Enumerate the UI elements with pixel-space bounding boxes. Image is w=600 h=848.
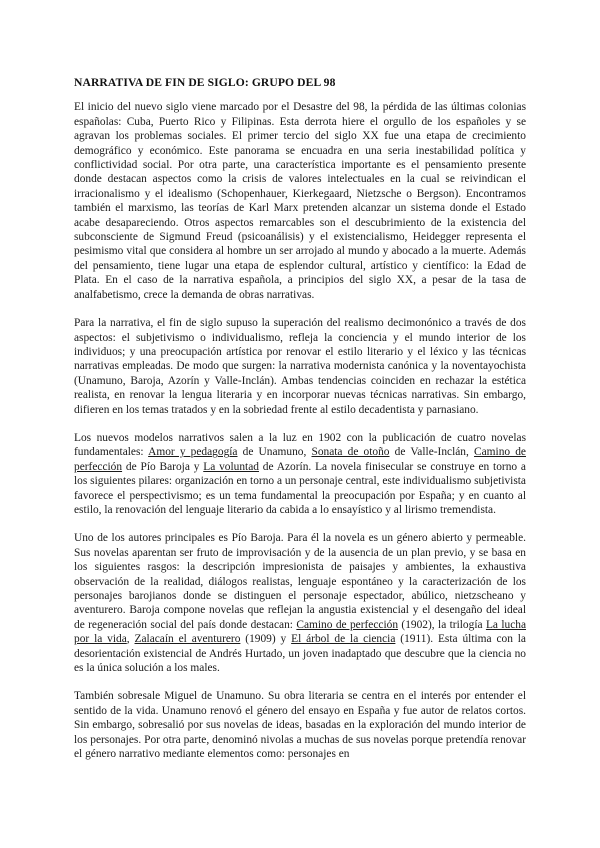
paragraph-text: (1911). Esta última con la desorientación existencial de Andrés Hurtado, un joven inadaptado que descubre que la ciencia no es la única solución a los males. <box>74 633 526 675</box>
paragraph-text: , <box>126 633 135 646</box>
paragraph-text: Uno de los autores principales es Pío Baroja. Para él la novela es un género abierto y permeable. Sus novelas aparentan ser fruto de improvisación y de la ausencia de un plan previo, y se basa en los siguientes rasgos: la descripción impresionista de paisajes y ambientes, la exhaustiva observación de la realidad, diálogos realistas, lenguaje espontáneo y la caracterización de los personajes barojianos donde se distinguen el personaje espectador, abúlico, nietzscheano y aventurero. Baroja compone novelas que reflejan la angustia existencial y el desengaño del ideal de regeneración social del país donde destacan: <box>74 532 526 631</box>
book-title: La lucha por la vida <box>74 618 527 646</box>
paragraph-1 <box>74 100 526 302</box>
paragraph-2 <box>74 316 526 417</box>
book-title: Zalacaín el aventurero <box>134 633 241 646</box>
paragraph-text: Para la narrativa, el fin de siglo supuso la superación del realismo decimonónico a través de dos aspectos: el subjetivismo o individualismo, refleja la conciencia y el mundo interior de los individuos; y una preocupación artística por renovar el estilo literario y el léxico y las técnicas narrativas empleadas. De modo que surgen: la narrativa modernista canónica y la noventayochista (Unamuno, Baroja, Azorín y Valle-Inclán). Ambas tendencias coinciden en rechazar la estética realista, en renovar la lengua literaria y en incorporar nuevas técnicas narrativas. Sin embargo, difieren en los temas tratados y en la sobriedad frente al estilo decadentista y parnasiano. <box>74 317 526 416</box>
document-content <box>74 76 526 775</box>
paragraph-text: Los nuevos modelos narrativos salen a la luz en 1902 con la publicación de cuatro novelas fundamentales: <box>74 431 526 459</box>
book-title: El árbol de la ciencia <box>291 633 396 646</box>
paragraph-text: El inicio del nuevo siglo viene marcado por el Desastre del 98, la pérdida de las últimas colonias españolas: Cuba, Puerto Rico y Filipinas. Esta derrota hiere el orgullo de los españoles y se agravan los problemas sociales. El primer tercio del siglo XX fue una etapa de crecimiento demográfico y económico. Este panorama se encuadra en una seria inestabilidad política y conflictividad social. Por otra parte, una característica importante es el pensamiento presente donde destacan aspectos como la crisis de valores intelectuales en la cual se reivindican el irracionalismo y el idealismo (Schopenhauer, Kierkegaard, Nietzsche o Bergson). Encontramos también el marxismo, las teorías de Karl Marx pretenden alcanzar un sistema donde el Estado acabe desapareciendo. Otros aspectos remarcables son el descubrimiento de la existencia del subconsciente de Sigmund Freud (psicoanálisis) y el existencialismo, Heidegger representa el pesimismo vital que considera al hombre un ser arrojado al mundo y abocado a la muerte. Además del pensamiento, tiene lugar una etapa de esplendor cultural, artístico y científico: la Edad de Plata. En el caso de la narrativa española, a principios del siglo XX, a pesar de la tasa de analfabetismo, crece la demanda de obras narrativas. <box>74 101 526 301</box>
book-title: La voluntad <box>203 460 259 473</box>
book-title: Camino de perfección <box>74 446 526 473</box>
paragraph-4 <box>74 531 526 675</box>
paragraph-text: de Pío Baroja y <box>122 460 204 473</box>
paragraph-text: de Azorín. La novela finisecular se construye en torno a los siguientes pilares: organización en torno a un personaje central, este individualismo subjetivista favorece el perspectivismo; es un tema fundamental la preocupación por España; y en cuanto al estilo, la renovación del lenguaje literario da cabida a lo ensayístico y al lirismo tremendista. <box>74 460 526 516</box>
paragraph-list <box>74 100 526 761</box>
paragraph-text: También sobresale Miguel de Unamuno. Su obra literaria se centra en el interés por entender el sentido de la vida. Unamuno renovó el género del ensayo en España y fue autor de relatos cortos. Sin embargo, sobresalió por sus novelas de ideas, basadas en la exploración del mundo interior de los personajes. Por otra parte, denominó nivolas a muchas de sus novelas porque pretendía renovar el género narrativo mediante elementos como: personajes en <box>74 690 526 761</box>
paragraph-text: (1902), la trilogía <box>398 618 486 631</box>
paragraph-text: (1909) y <box>240 633 292 646</box>
paragraph-text: de Valle-Inclán, <box>389 446 475 459</box>
book-title: Camino de perfección <box>296 618 399 631</box>
paragraph-5 <box>74 689 526 761</box>
paragraph-text: de Unamuno, <box>237 446 312 459</box>
book-title: Sonata de otoño <box>311 446 390 459</box>
document-title: NARRATIVA DE FIN DE SIGLO: GRUPO DEL 98 <box>74 76 336 89</box>
paragraph-3 <box>74 431 526 517</box>
book-title: Amor y pedagogía <box>148 446 238 459</box>
